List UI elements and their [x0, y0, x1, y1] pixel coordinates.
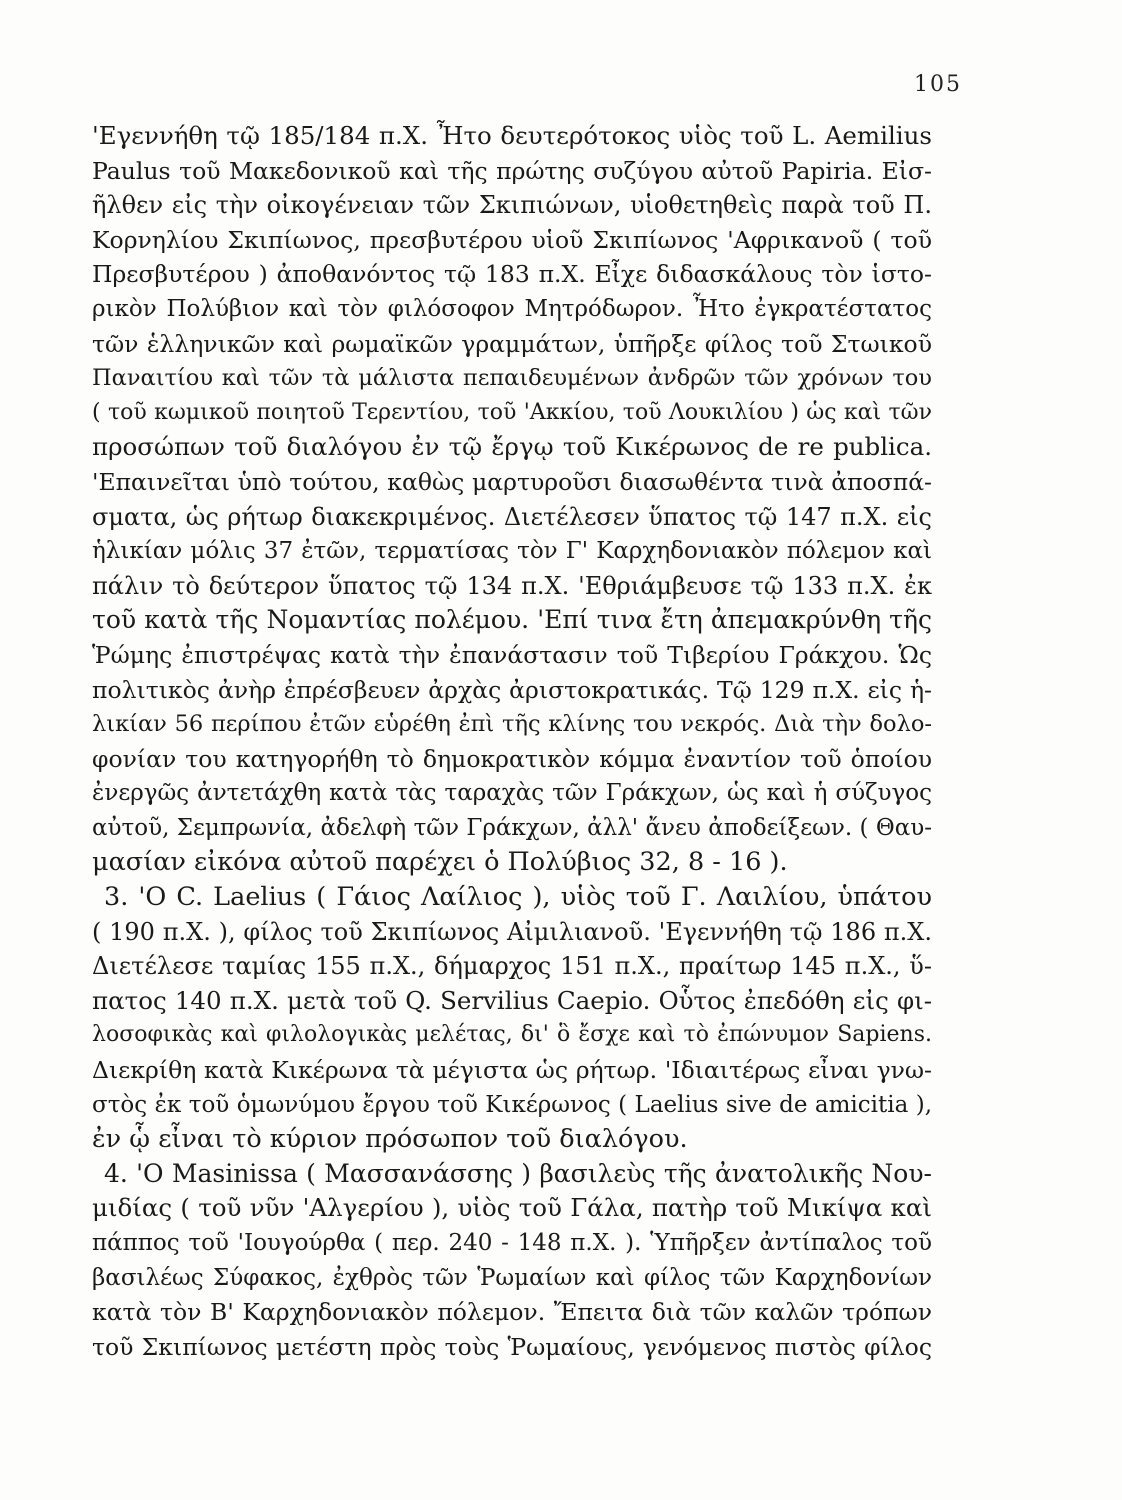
text-line: Παναιτίου καὶ τῶν τὰ μάλιστα πεπαιδευμένων ἀνδρῶν τῶν χρόνων του	[92, 365, 932, 392]
text-line: μασίαν εἰκόνα αὐτοῦ παρέχει ὁ Πολύβιος 32, 8 - 16 ).	[92, 847, 788, 878]
text-line: Διεκρίθη κατὰ Κικέρωνα τὰ μέγιστα ὡς ρήτωρ. 'Ιδιαιτέρως εἶναι γνω-	[92, 1056, 932, 1085]
text-line: ρικὸν Πολύβιον καὶ τὸν φιλόσοφον Μητρόδωρον. Ἦτο ἐγκρατέστατος	[92, 295, 932, 322]
page-number: 105	[914, 72, 962, 97]
text-line: ( 190 π.Χ. ), φίλος τοῦ Σκιπίωνος Αἰμιλιανοῦ. 'Εγεννήθη τῷ 186 π.Χ.	[92, 917, 932, 946]
text-line: 'Επαινεῖται ὑπὸ τούτου, καθὼς μαρτυροῦσι διασωθέντα τινὰ ἀποσπά-	[92, 467, 932, 496]
text-line: πάλιν τὸ δεύτερον ὕπατος τῷ 134 π.Χ. 'Εθριάμβευσε τῷ 133 π.Χ. ἐκ	[92, 571, 932, 600]
text-line: πάππος τοῦ 'Ιουγούρθα ( περ. 240 - 148 π.Χ. ). Ὑπῆρξεν ἀντίπαλος τοῦ	[92, 1230, 932, 1256]
text-line: Κορνηλίου Σκιπίωνος, πρεσβυτέρου υἱοῦ Σκιπίωνος 'Αφρικανοῦ ( τοῦ	[92, 225, 932, 254]
body-text	[92, 119, 932, 1364]
text-line: λικίαν 56 περίπου ἐτῶν εὑρέθη ἐπὶ τῆς κλίνης του νεκρός. Διὰ τὴν δολο-	[92, 711, 932, 738]
text-line: φονίαν του κατηγορήθη τὸ δημοκρατικὸν κόμμα ἐναντίον τοῦ ὁποίου	[92, 744, 932, 773]
text-line: ἐν ᾧ εἶναι τὸ κύριον πρόσωπον τοῦ διαλόγου.	[92, 1124, 688, 1155]
text-line: λοσοφικὰς καὶ φιλολογικὰς μελέτας, δι' ὃ ἔσχε καὶ τὸ ἐπώνυμον Sapiens.	[92, 1022, 932, 1048]
text-line: Paulus τοῦ Μακεδονικοῦ καὶ τῆς πρώτης συζύγου αὐτοῦ Papiria. Εἰσ-	[92, 156, 932, 185]
text-line: 'Εγεννήθη τῷ 185/184 π.Χ. Ἦτο δευτερότοκος υἱὸς τοῦ L. Aemilius	[92, 121, 932, 150]
text-line: τοῦ Σκιπίωνος μετέστη πρὸς τοὺς Ῥωμαίους, γενόμενος πιστὸς φίλος	[92, 1332, 932, 1361]
paragraph-start-line: 3. 'Ο C. Laelius ( Γάιος Λαίλιος ), υἱὸς τοῦ Γ. Λαιλίου, ὑπάτου	[104, 882, 932, 913]
text-line: σματα, ὡς ρήτωρ διακεκριμένος. Διετέλεσεν ὕπατος τῷ 147 π.Χ. εἰς	[92, 502, 932, 531]
text-line: αὐτοῦ, Σεμπρωνία, ἀδελφὴ τῶν Γράκχων, ἀλλ' ἄνευ ἀποδείξεων. ( Θαυ-	[92, 814, 932, 841]
text-line: πατος 140 π.Χ. μετὰ τοῦ Q. Servilius Caepio. Οὗτος ἐπεδόθη εἰς φι-	[92, 985, 932, 1015]
text-line: ἡλικίαν μόλις 37 ἐτῶν, τερματίσας τὸν Γ' Καρχηδονιακὸν πόλεμον καὶ	[92, 538, 932, 565]
text-line: βασιλέως Σύφακος, ἐχθρὸς τῶν Ῥωμαίων καὶ φίλος τῶν Καρχηδονίων	[92, 1264, 932, 1291]
text-line: Πρεσβυτέρου ) ἀποθανόντος τῷ 183 π.Χ. Εἶχε διδασκάλους τὸν ἱστο-	[92, 260, 932, 289]
text-line: στὸς ἐκ τοῦ ὁμωνύμου ἔργου τοῦ Κικέρωνος ( Laelius sive de amicitia ),	[92, 1091, 932, 1118]
text-line: ἐνεργῶς ἀντετάχθη κατὰ τὰς ταραχὰς τῶν Γράκχων, ὡς καὶ ἡ σύζυγος	[92, 780, 932, 807]
text-line: ( τοῦ κωμικοῦ ποιητοῦ Τερεντίου, τοῦ 'Ακκίου, τοῦ Λουκιλίου ) ὡς καὶ τῶν	[92, 399, 932, 425]
text-line: ῆλθεν εἰς τὴν οἰκογένειαν τῶν Σκιπιώνων, υἱοθετηθεὶς παρὰ τοῦ Π.	[92, 191, 932, 220]
text-line: κατὰ τὸν Β' Καρχηδονιακὸν πόλεμον. Ἔπειτα διὰ τῶν καλῶν τρόπων	[92, 1298, 932, 1327]
text-line: μιδίας ( τοῦ νῦν 'Αλγερίου ), υἱὸς τοῦ Γάλα, πατὴρ τοῦ Μικίψα καὶ	[92, 1193, 932, 1223]
text-line: προσώπων τοῦ διαλόγου ἐν τῷ ἔργῳ τοῦ Κικέρωνος de re publica.	[92, 432, 932, 462]
text-line: πολιτικὸς ἀνὴρ ἐπρέσβευεν ἀρχὰς ἀριστοκρατικάς. Τῷ 129 π.Χ. εἰς ἡ-	[92, 675, 932, 704]
paragraph-start-line: 4. 'Ο Masinissa ( Μασσανάσσης ) βασιλεὺς τῆς ἀνατολικῆς Νου-	[104, 1158, 932, 1188]
text-line: τοῦ κατὰ τῆς Νομαντίας πολέμου. 'Επί τινα ἔτη ἀπεμακρύνθη τῆς	[92, 605, 932, 635]
text-line: τῶν ἑλληνικῶν καὶ ρωμαϊκῶν γραμμάτων, ὑπῆρξε φίλος τοῦ Στωικοῦ	[92, 329, 932, 358]
text-line: Ῥώμης ἐπιστρέψας κατὰ τὴν ἐπανάστασιν τοῦ Τιβερίου Γράκχου. Ὡς	[92, 640, 932, 669]
text-line: Διετέλεσε ταμίας 155 π.Χ., δήμαρχος 151 π.Χ., πραίτωρ 145 π.Χ., ὕ-	[92, 952, 932, 981]
